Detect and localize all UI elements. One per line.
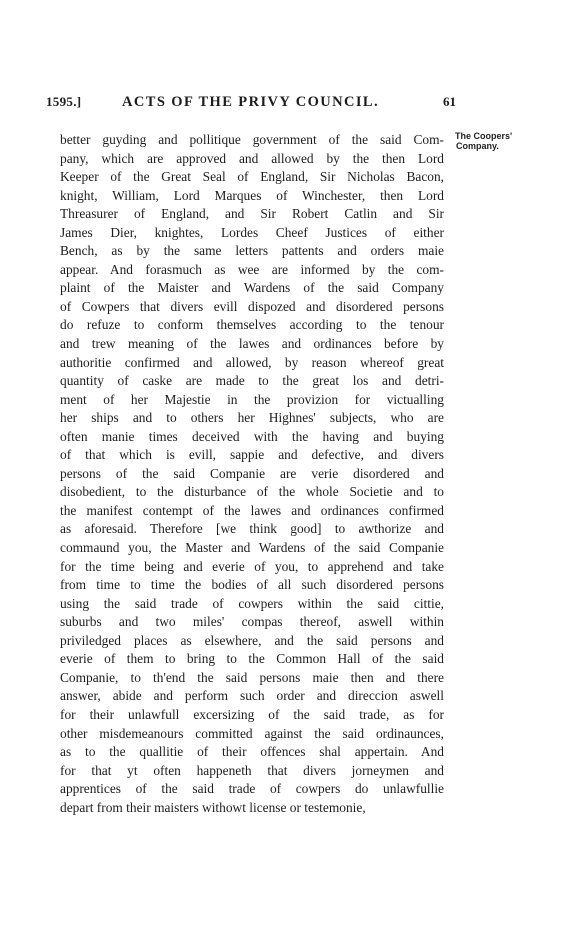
text-line: do refuze to conform themselves according to the tenour [60,317,444,333]
text-line: Bench, as by the same letters pattents and orders maie [60,243,444,259]
text-line: for the time being and everie of you, to apprehend and take [60,558,444,574]
text-line: disobedient, to the disturbance of the whole Societie and to [60,484,444,500]
marginal-note [455,131,550,151]
text-line: often manie times deceived with the having and buying [60,428,444,444]
text-line: pany, which are approved and allowed by the then Lord [60,150,444,166]
text-line: persons of the said Companie are verie disordered and [60,465,444,481]
text-line: for their unlawfull excersizing of the said trade, as for [60,706,444,722]
text-line: depart from their maisters withowt license or testemonie, [60,799,366,815]
text-line: as aforesaid. Therefore [we think good] to awthorize and [60,521,444,537]
text-line: authoritie confirmed and allowed, by reason whereof great [60,354,444,370]
text-line: ment of her Majestie in the provizion for victualling [60,391,444,407]
text-line: using the said trade of cowpers within the said cittie, [60,595,444,611]
header-title: ACTS OF THE PRIVY COUNCIL. [122,94,380,110]
marginal-note-line-2: Company. [456,141,499,151]
header-year: 1595.] [46,94,82,109]
text-line: priviledged places as elsewhere, and the said persons and [60,632,444,648]
body-text [60,131,444,817]
text-line: James Dier, knightes, Lordes Cheef Justices of either [60,224,444,240]
text-line: quantity of caske are made to the great los and detri- [60,373,444,389]
text-line: from time to time the bodies of all such disordered persons [60,577,444,593]
text-line: answer, abide and perform such order and direccion aswell [60,688,444,704]
running-header [46,94,456,114]
text-line: Threasurer of England, and Sir Robert Catlin and Sir [60,206,444,222]
text-line: Companie, to th'end the said persons maie then and there [60,669,444,685]
text-line: knight, William, Lord Marques of Winchester, then Lord [60,187,444,203]
page-number: 61 [443,94,456,109]
text-line: better guyding and pollitique government of the said Com- [60,132,444,147]
text-line: commaund you, the Master and Wardens of the said Companie [60,540,444,556]
text-line: of that which is evill, sappie and defective, and divers [60,447,444,463]
text-line: apprentices of the said trade of cowpers do unlawfullie [60,781,444,797]
text-line: the manifest contempt of the lawes and ordinances confirmed [60,502,444,518]
marginal-note-line-1: The Coopers' [455,131,513,141]
text-line: everie of them to bring to the Common Hall of the said [60,651,444,667]
text-line: suburbs and two miles' compas thereof, aswell within [60,614,444,630]
text-line: for that yt often happeneth that divers jorneymen and [60,762,444,778]
text-line: plaint of the Maister and Wardens of the said Company [60,280,444,296]
text-line: as to the quallitie of their offences shal appertain. And [60,744,444,760]
text-line: her ships and to others her Highnes' subjects, who are [60,410,444,426]
text-line: Keeper of the Great Seal of England, Sir Nicholas Bacon, [60,169,444,185]
text-line: and trew meaning of the lawes and ordinances before by [60,336,444,352]
text-line: of Cowpers that divers evill dispozed and disordered persons [60,298,444,314]
text-line: other misdemeanours committed against the said ordinaunces, [60,725,444,741]
text-line: appear. And forasmuch as wee are informed by the com- [60,261,444,277]
